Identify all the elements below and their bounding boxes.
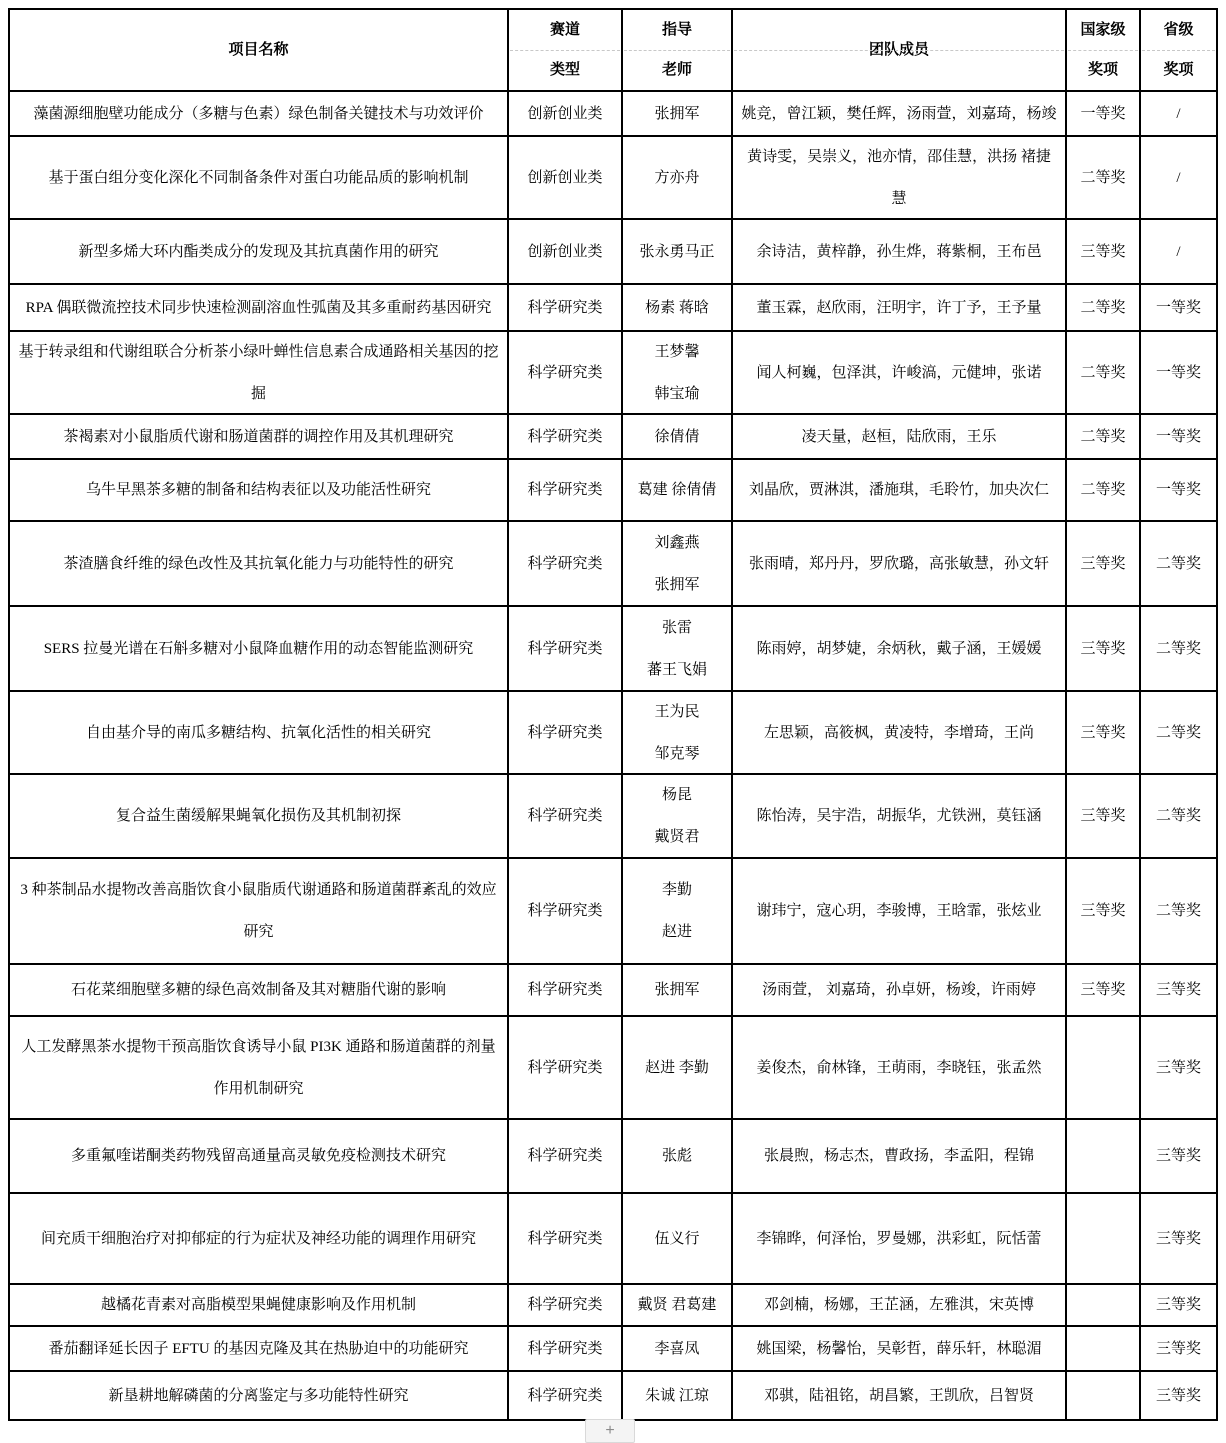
project-name-cell-text: 藻菌源细胞壁功能成分（多糖与色素）绿色制备关键技术与功效评价 (33, 105, 484, 122)
provincial-award-cell[interactable] (1141, 415, 1216, 458)
project-name-cell-text: SERS 拉曼光谱在石斛多糖对小鼠降血糖作用的动态智能监测研究 (43, 640, 474, 657)
table-row (10, 1285, 1216, 1327)
table-row (10, 522, 1216, 607)
provincial-award-cell-text: 二等奖 (1155, 903, 1201, 919)
team-members-cell[interactable] (733, 92, 1067, 135)
column-header-track (509, 10, 623, 90)
team-members-cell[interactable] (733, 965, 1067, 1015)
advisor-name: 张拥军 (654, 982, 700, 998)
provincial-award-cell[interactable] (1141, 1194, 1216, 1283)
provincial-award-cell-text: 一等奖 (1155, 428, 1201, 445)
project-name-cell[interactable] (10, 965, 509, 1015)
advisor-cell[interactable] (623, 775, 733, 857)
project-name-cell[interactable] (10, 1194, 509, 1283)
provincial-award-cell-text: / (1176, 169, 1181, 186)
project-name-cell-text: 基于蛋白组分变化深化不同制备条件对蛋白功能品质的影响机制 (48, 169, 469, 186)
table-row (10, 1120, 1216, 1194)
project-name-cell-text: 茶褐素对小鼠脂质代谢和肠道菌群的调控作用及其机理研究 (63, 428, 454, 445)
track-type-cell[interactable] (509, 859, 623, 963)
advisor-name: 张拥军 (654, 576, 700, 593)
track-type-cell[interactable] (509, 1017, 623, 1118)
project-name-cell-text: 基于转录组和代谢组联合分析茶小绿叶蝉性信息素合成通路相关基因的挖掘 (18, 343, 499, 402)
national-award-cell-text: 三等奖 (1080, 243, 1126, 260)
provincial-award-cell[interactable] (1141, 522, 1216, 605)
provincial-award-cell[interactable] (1141, 1327, 1216, 1370)
track-type-cell[interactable] (509, 92, 623, 135)
advisor-name: 李勤 (661, 882, 692, 898)
track-type-cell[interactable] (509, 607, 623, 690)
column-header-label: 国家级 (1080, 22, 1126, 38)
track-type-cell-text: 科学研究类 (527, 982, 603, 998)
project-name-cell[interactable] (10, 1372, 509, 1419)
project-name-cell-text: 新垦耕地解磷菌的分离鉴定与多功能特性研究 (108, 1387, 409, 1404)
provincial-award-cell[interactable] (1141, 607, 1216, 690)
advisor-cell[interactable] (623, 1120, 733, 1192)
project-name-cell[interactable] (10, 1120, 509, 1192)
team-members-cell-text: 闻人柯巍，包泽淇，许峻滈，元健坤，张诺 (756, 364, 1042, 381)
provincial-award-cell[interactable] (1141, 92, 1216, 135)
provincial-award-cell-text: 三等奖 (1155, 982, 1201, 998)
provincial-award-cell-text: 一等奖 (1155, 364, 1201, 381)
track-type-cell-text: 科学研究类 (527, 724, 603, 741)
provincial-award-cell-text: 二等奖 (1155, 724, 1201, 741)
project-name-cell[interactable] (10, 415, 509, 458)
column-header-national (1067, 10, 1141, 90)
track-type-cell[interactable] (509, 1285, 623, 1325)
column-header-label: 指导 (661, 22, 692, 38)
table-row (10, 1194, 1216, 1285)
national-award-cell-text: 三等奖 (1080, 640, 1126, 657)
table-header-row (10, 10, 1216, 92)
national-award-cell[interactable] (1067, 460, 1141, 520)
project-name-cell[interactable] (10, 92, 509, 135)
team-members-cell[interactable] (733, 415, 1067, 458)
advisor-cell[interactable] (623, 1194, 733, 1283)
track-type-cell[interactable] (509, 460, 623, 520)
column-header-advisor (623, 10, 733, 90)
national-award-cell[interactable] (1067, 522, 1141, 605)
track-type-cell-text: 科学研究类 (527, 299, 603, 316)
advisor-name: 刘鑫燕 (654, 534, 700, 551)
table-row (10, 220, 1216, 285)
team-members-cell[interactable] (733, 1194, 1067, 1283)
table-row (10, 965, 1216, 1017)
table-row (10, 332, 1216, 415)
table-row (10, 1017, 1216, 1120)
team-members-cell[interactable] (733, 1372, 1067, 1419)
team-members-cell-text: 汤雨萱， 刘嘉琦，孙卓妍，杨竣，许雨婷 (762, 982, 1036, 998)
project-name-cell-text: 3 种茶制品水提物改善高脂饮食小鼠脂质代谢通路和肠道菌群紊乱的效应研究 (20, 882, 497, 940)
team-members-cell[interactable] (733, 859, 1067, 963)
advisor-cell[interactable] (623, 460, 733, 520)
project-name-cell[interactable] (10, 859, 509, 963)
awards-table (8, 8, 1218, 1421)
team-members-cell[interactable] (733, 1285, 1067, 1325)
provincial-award-cell[interactable] (1141, 332, 1216, 413)
table-row (10, 460, 1216, 522)
provincial-award-cell-text: 一等奖 (1155, 299, 1201, 316)
national-award-cell[interactable] (1067, 1327, 1141, 1370)
national-award-cell[interactable] (1067, 1120, 1141, 1192)
national-award-cell[interactable] (1067, 285, 1141, 330)
advisor-name: 伍义行 (654, 1230, 700, 1247)
team-members-cell-text: 李锦晔，何泽怡，罗曼娜，洪彩虹，阮恬蕾 (756, 1230, 1042, 1247)
track-type-cell[interactable] (509, 1120, 623, 1192)
advisor-name: 张彪 (661, 1148, 692, 1164)
track-type-cell[interactable] (509, 1372, 623, 1419)
table-row (10, 607, 1216, 692)
track-type-cell-text: 科学研究类 (527, 1148, 603, 1164)
project-name-cell-text: 石花菜细胞壁多糖的绿色高效制备及其对糖脂代谢的影响 (70, 982, 446, 998)
project-name-cell[interactable] (10, 220, 509, 283)
provincial-award-cell-text: 二等奖 (1155, 808, 1201, 824)
provincial-award-cell-text: / (1176, 243, 1181, 260)
project-name-cell-text: 新型多烯大环内酯类成分的发现及其抗真菌作用的研究 (78, 243, 439, 260)
national-award-cell[interactable] (1067, 1194, 1141, 1283)
advisor-name: 朱诚 江琼 (645, 1387, 709, 1404)
team-members-cell-text: 张晨煦，杨志杰，曹政扬，李孟阳，程锦 (763, 1148, 1034, 1164)
advisor-name: 戴贤 君葛建 (637, 1297, 717, 1313)
national-award-cell-text: 二等奖 (1080, 364, 1126, 381)
team-members-cell-text: 左思颖，高筱枫，黄凌特，李增琦，王尚 (763, 724, 1034, 741)
national-award-cell-text: 三等奖 (1080, 903, 1126, 919)
track-type-cell[interactable] (509, 415, 623, 458)
team-members-cell[interactable] (733, 607, 1067, 690)
advisor-cell[interactable] (623, 692, 733, 773)
project-name-cell-text: 多重氟喹诺酮类药物残留高通量高灵敏免疫检测技术研究 (70, 1148, 446, 1164)
team-members-cell-text: 张雨晴，郑丹丹，罗欣璐，高张敏慧，孙文轩 (748, 555, 1049, 572)
advisor-cell[interactable] (623, 332, 733, 413)
column-header-label: 赛道 (549, 22, 580, 38)
advisor-cell[interactable] (623, 220, 733, 283)
advisor-cell[interactable] (623, 859, 733, 963)
team-members-cell-text: 陈雨婷，胡梦婕，余炳秋，戴子涵，王媛媛 (756, 640, 1042, 657)
advisor-name: 杨昆 (661, 787, 692, 803)
track-type-cell-text: 科学研究类 (527, 364, 603, 381)
national-award-cell[interactable] (1067, 1285, 1141, 1325)
table-row (10, 1327, 1216, 1372)
track-type-cell-text: 科学研究类 (527, 1297, 603, 1313)
advisor-name: 赵进 (661, 924, 692, 940)
team-members-cell-text: 刘晶欣，贾淋淇，潘施琪，毛聆竹，加央次仁 (748, 482, 1049, 498)
national-award-cell-text: 二等奖 (1080, 299, 1126, 316)
track-type-cell[interactable] (509, 1327, 623, 1370)
provincial-award-cell[interactable] (1141, 285, 1216, 330)
team-members-cell-text: 姜俊杰，俞林锋，王萌雨，李晓钰，张孟然 (756, 1059, 1042, 1076)
team-members-cell-text: 邓骐，陆祖铭，胡昌繁，王凯欣，吕智贤 (763, 1387, 1034, 1404)
project-name-cell[interactable] (10, 692, 509, 773)
provincial-award-cell[interactable] (1141, 1017, 1216, 1118)
team-members-cell[interactable] (733, 1327, 1067, 1370)
advisor-cell[interactable] (623, 607, 733, 690)
track-type-cell[interactable] (509, 965, 623, 1015)
team-members-cell[interactable] (733, 775, 1067, 857)
provincial-award-cell-text: 一等奖 (1155, 482, 1201, 498)
national-award-cell[interactable] (1067, 1017, 1141, 1118)
provincial-award-cell-text: / (1176, 105, 1181, 122)
advisor-name: 戴贤君 (654, 829, 700, 845)
project-name-cell[interactable] (10, 522, 509, 605)
provincial-award-cell-text: 三等奖 (1155, 1148, 1201, 1164)
advisor-name: 徐倩倩 (654, 428, 700, 445)
project-name-cell-text: RPA 偶联微流控技术同步快速检测副溶血性弧菌及其多重耐药基因研究 (25, 299, 492, 316)
advisor-name: 葛建 徐倩倩 (637, 482, 717, 498)
project-name-cell[interactable] (10, 285, 509, 330)
team-members-cell-text: 姚国梁，杨馨怡，吴彰哲，薛乐轩，林聪湄 (756, 1340, 1042, 1357)
national-award-cell[interactable] (1067, 332, 1141, 413)
team-members-cell-text: 董玉霖，赵欣雨，汪明宇，许丁予，王予量 (756, 299, 1042, 316)
table-row (10, 92, 1216, 137)
project-name-cell[interactable] (10, 332, 509, 413)
column-header-label: 奖项 (1087, 62, 1118, 78)
track-type-cell-text: 创新创业类 (527, 169, 603, 186)
track-type-cell-text: 科学研究类 (527, 1230, 603, 1247)
provincial-award-cell-text: 三等奖 (1155, 1387, 1201, 1404)
track-type-cell[interactable] (509, 332, 623, 413)
advisor-cell[interactable] (623, 285, 733, 330)
national-award-cell[interactable] (1067, 415, 1141, 458)
provincial-award-cell-text: 三等奖 (1155, 1059, 1201, 1076)
advisor-cell[interactable] (623, 1327, 733, 1370)
team-members-cell[interactable] (733, 285, 1067, 330)
national-award-cell-text: 二等奖 (1080, 169, 1126, 186)
team-members-cell[interactable] (733, 332, 1067, 413)
project-name-cell-text: 间充质干细胞治疗对抑郁症的行为症状及神经功能的调理作用研究 (40, 1230, 476, 1247)
provincial-award-cell[interactable] (1141, 1285, 1216, 1325)
project-name-cell-text: 茶渣膳食纤维的绿色改性及其抗氧化能力与功能特性的研究 (63, 555, 454, 572)
column-header-provincial (1141, 10, 1216, 90)
national-award-cell[interactable] (1067, 692, 1141, 773)
team-members-cell[interactable] (733, 1017, 1067, 1118)
project-name-cell[interactable] (10, 460, 509, 520)
table-row (10, 137, 1216, 220)
provincial-award-cell[interactable] (1141, 460, 1216, 520)
project-name-cell-text: 自由基介导的南瓜多糖结构、抗氧化活性的相关研究 (85, 724, 431, 741)
team-members-cell-text: 姚竞，曾江颖，樊任辉，汤雨萱，刘嘉琦，杨竣 (741, 105, 1057, 122)
advisor-name: 杨素 蒋晗 (645, 299, 709, 316)
table-row (10, 415, 1216, 460)
advisor-cell[interactable] (623, 522, 733, 605)
advisor-name: 王梦馨 (654, 343, 700, 360)
advisor-cell[interactable] (623, 1372, 733, 1419)
provincial-award-cell[interactable] (1141, 1372, 1216, 1419)
provincial-award-cell[interactable] (1141, 965, 1216, 1015)
team-members-cell[interactable] (733, 460, 1067, 520)
national-award-cell-text: 三等奖 (1080, 808, 1126, 824)
advisor-name: 张永勇马正 (639, 243, 715, 260)
project-name-cell[interactable] (10, 1285, 509, 1325)
project-name-cell-text: 复合益生菌缓解果蝇氧化损伤及其机制初探 (115, 808, 401, 824)
advisor-name: 蕃王飞娟 (646, 661, 707, 678)
track-type-cell-text: 科学研究类 (527, 808, 603, 824)
table-row (10, 285, 1216, 332)
national-award-cell-text: 三等奖 (1080, 555, 1126, 572)
advisor-name: 方亦舟 (654, 169, 700, 186)
team-members-cell-text: 谢玮宁，寇心玥，李骏博，王晗霏，张炫业 (756, 903, 1042, 919)
track-type-cell-text: 科学研究类 (527, 640, 603, 657)
track-type-cell-text: 科学研究类 (527, 1387, 603, 1404)
column-header-label: 奖项 (1163, 62, 1194, 78)
track-type-cell[interactable] (509, 775, 623, 857)
track-type-cell[interactable] (509, 220, 623, 283)
provincial-award-cell[interactable] (1141, 692, 1216, 773)
provincial-award-cell[interactable] (1141, 1120, 1216, 1192)
project-name-cell[interactable] (10, 1017, 509, 1118)
column-header-label: 类型 (549, 62, 580, 78)
national-award-cell-text: 三等奖 (1080, 982, 1126, 998)
track-type-cell-text: 科学研究类 (527, 482, 603, 498)
national-award-cell[interactable] (1067, 607, 1141, 690)
column-header-label: 省级 (1163, 22, 1194, 38)
national-award-cell[interactable] (1067, 965, 1141, 1015)
track-type-cell-text: 创新创业类 (527, 243, 603, 260)
table-row (10, 859, 1216, 965)
track-type-cell-text: 创新创业类 (527, 105, 603, 122)
advisor-name: 王为民 (654, 703, 700, 720)
team-members-cell-text: 余诗洁，黄梓静，孙生烨，蒋紫桐，王布邑 (756, 243, 1042, 260)
track-type-cell[interactable] (509, 137, 623, 218)
team-members-cell[interactable] (733, 1120, 1067, 1192)
team-members-cell[interactable] (733, 692, 1067, 773)
track-type-cell-text: 科学研究类 (527, 1059, 603, 1076)
team-members-cell-text: 陈怡涛，吴宇浩，胡振华，尤铁洲，莫钰涵 (756, 808, 1042, 824)
column-header-label: 项目名称 (228, 42, 289, 58)
track-type-cell-text: 科学研究类 (527, 555, 603, 572)
provincial-award-cell-text: 三等奖 (1155, 1230, 1201, 1247)
advisor-cell[interactable] (623, 965, 733, 1015)
provincial-award-cell-text: 三等奖 (1155, 1297, 1201, 1313)
team-members-cell[interactable] (733, 137, 1067, 218)
column-header-project (10, 10, 509, 90)
national-award-cell-text: 二等奖 (1080, 428, 1126, 445)
advisor-name: 张拥军 (654, 105, 700, 122)
track-type-cell[interactable] (509, 692, 623, 773)
national-award-cell-text: 二等奖 (1080, 482, 1126, 498)
advisor-cell[interactable] (623, 1285, 733, 1325)
national-award-cell-text: 一等奖 (1080, 105, 1126, 122)
advisor-name: 韩宝瑜 (654, 385, 700, 402)
team-members-cell-text: 黄诗雯，吴崇义，池亦情，邵佳慧，洪扬 褚捷慧 (747, 148, 1051, 207)
advisor-name: 赵进 李勤 (645, 1059, 709, 1076)
team-members-cell[interactable] (733, 522, 1067, 605)
advisor-name: 李喜凤 (654, 1340, 700, 1357)
team-members-cell-text: 邓剑楠，杨娜，王芷涵，左雅淇，宋英博 (763, 1297, 1034, 1313)
track-type-cell[interactable] (509, 1194, 623, 1283)
provincial-award-cell-text: 二等奖 (1155, 555, 1201, 572)
provincial-award-cell-text: 三等奖 (1155, 1340, 1201, 1357)
add-row-button[interactable]: + (585, 1419, 635, 1443)
team-members-cell-text: 凌天量，赵桓，陆欣雨，王乐 (801, 428, 997, 445)
advisor-cell[interactable] (623, 92, 733, 135)
provincial-award-cell-text: 二等奖 (1155, 640, 1201, 657)
table-row (10, 1372, 1216, 1419)
national-award-cell[interactable] (1067, 775, 1141, 857)
column-header-label: 团队成员 (868, 42, 929, 58)
project-name-cell[interactable] (10, 137, 509, 218)
national-award-cell[interactable] (1067, 137, 1141, 218)
track-type-cell[interactable] (509, 522, 623, 605)
project-name-cell-text: 番茄翻译延长因子 EFTU 的基因克隆及其在热胁迫中的功能研究 (48, 1340, 469, 1357)
advisor-name: 张雷 (661, 619, 692, 636)
track-type-cell-text: 科学研究类 (527, 428, 603, 445)
project-name-cell-text: 人工发酵黑茶水提物干预高脂饮食诱导小鼠 PI3K 通路和肠道菌群的剂量作用机制研究 (21, 1038, 496, 1097)
provincial-award-cell[interactable] (1141, 775, 1216, 857)
project-name-cell-text: 越橘花青素对高脂模型果蝇健康影响及作用机制 (100, 1297, 416, 1313)
project-name-cell-text: 乌牛早黑茶多糖的制备和结构表征以及功能活性研究 (85, 482, 431, 498)
provincial-award-cell[interactable] (1141, 859, 1216, 963)
project-name-cell[interactable] (10, 775, 509, 857)
advisor-cell[interactable] (623, 1017, 733, 1118)
national-award-cell[interactable] (1067, 92, 1141, 135)
table-row (10, 692, 1216, 775)
project-name-cell[interactable] (10, 607, 509, 690)
national-award-cell[interactable] (1067, 1372, 1141, 1419)
track-type-cell-text: 科学研究类 (527, 903, 603, 919)
track-type-cell-text: 科学研究类 (527, 1340, 603, 1357)
column-header-label: 老师 (661, 62, 692, 78)
provincial-award-cell[interactable] (1141, 220, 1216, 283)
advisor-cell[interactable] (623, 137, 733, 218)
advisor-name: 邹克琴 (654, 745, 700, 762)
track-type-cell[interactable] (509, 285, 623, 330)
provincial-award-cell[interactable] (1141, 137, 1216, 218)
national-award-cell[interactable] (1067, 220, 1141, 283)
national-award-cell-text: 三等奖 (1080, 724, 1126, 741)
advisor-cell[interactable] (623, 415, 733, 458)
column-header-members (733, 10, 1067, 90)
national-award-cell[interactable] (1067, 859, 1141, 963)
table-row (10, 775, 1216, 859)
team-members-cell[interactable] (733, 220, 1067, 283)
project-name-cell[interactable] (10, 1327, 509, 1370)
